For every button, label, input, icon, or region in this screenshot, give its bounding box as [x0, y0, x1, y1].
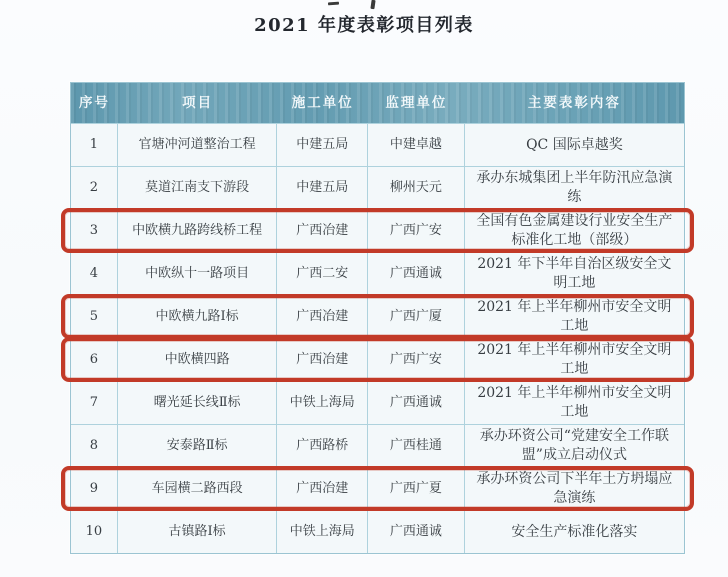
- cell-index: 7: [71, 382, 118, 424]
- cell-index: 2: [71, 167, 118, 209]
- cell-project: 曙光延长线Ⅱ标: [118, 382, 277, 424]
- cell-project: 中欧纵十一路项目: [118, 253, 277, 295]
- cell-index: 1: [71, 124, 118, 166]
- cell-index: 8: [71, 425, 118, 467]
- cell-commendation: 全国有色金属建设行业安全生产标准化工地（部级）: [476, 213, 673, 248]
- cell-contractor: 广西路桥: [277, 425, 368, 467]
- column-header-index: 序号: [78, 94, 110, 111]
- commendation-table: [70, 82, 685, 554]
- cell-commendation: 承办东城集团上半年防汛应急演练: [476, 170, 673, 205]
- cell-index: 3: [71, 210, 118, 252]
- table-row-highlighted: [71, 295, 684, 338]
- cell-commendation: 承办环资公司下半年土方坍塌应急演练: [476, 471, 673, 506]
- cell-project: 古镇路Ⅰ标: [118, 511, 277, 553]
- column-header-supervisor: 监理单位: [385, 94, 448, 111]
- column-header-project: 项目: [182, 94, 214, 111]
- cell-contractor: 中铁上海局: [277, 382, 368, 424]
- table-body: [71, 123, 684, 553]
- cell-commendation: 安全生产标准化落实: [511, 523, 638, 540]
- cell-project: 官塘冲河道整治工程: [118, 124, 277, 166]
- cell-project: 中欧横四路: [118, 339, 277, 381]
- cell-supervisor: 中建卓越: [368, 124, 465, 166]
- cell-contractor: 广西冶建: [277, 210, 368, 252]
- table-row: [71, 252, 684, 295]
- cell-commendation: 2021 年上半年柳州市安全文明工地: [477, 299, 672, 334]
- cell-contractor: 中建五局: [277, 124, 368, 166]
- cell-contractor: 广西冶建: [277, 296, 368, 338]
- cell-project: 中欧横九路跨线桥工程: [118, 210, 277, 252]
- cell-commendation: QC 国际卓越奖: [526, 136, 623, 153]
- cell-index: 5: [71, 296, 118, 338]
- cell-supervisor: 广西通诚: [368, 511, 465, 553]
- cell-contractor: 广西冶建: [277, 468, 368, 510]
- table-row: [71, 424, 684, 467]
- cell-project: 莫道江南支下游段: [118, 167, 277, 209]
- cell-supervisor: 广西广安: [368, 339, 465, 381]
- table-row: [71, 123, 684, 166]
- cell-index: 10: [71, 511, 118, 553]
- cell-project: 车园横二路西段: [118, 468, 277, 510]
- page-title: 2021 年度表彰项目列表: [254, 15, 474, 36]
- cell-commendation: 2021 年上半年柳州市安全文明工地: [477, 385, 672, 420]
- cell-contractor: 广西冶建: [277, 339, 368, 381]
- cell-project: 安泰路Ⅱ标: [118, 425, 277, 467]
- cell-supervisor: 广西广安: [368, 210, 465, 252]
- scan-artifact: [370, 0, 375, 9]
- cell-commendation: 承办环资公司“党建安全工作联盟”成立启动仪式: [479, 428, 669, 463]
- table-row: [71, 166, 684, 209]
- scan-artifact: [328, 2, 339, 6]
- cell-commendation: 2021 年下半年自治区级安全文明工地: [477, 256, 672, 291]
- table-header-row: [71, 83, 684, 123]
- cell-supervisor: 广西通诚: [368, 382, 465, 424]
- cell-supervisor: 广西通诚: [368, 253, 465, 295]
- table-row: [71, 510, 684, 553]
- cell-supervisor: 柳州天元: [368, 167, 465, 209]
- table-row-highlighted: [71, 467, 684, 510]
- cell-contractor: 中建五局: [277, 167, 368, 209]
- cell-index: 6: [71, 339, 118, 381]
- table-row-highlighted: [71, 209, 684, 252]
- cell-commendation: 2021 年上半年柳州市安全文明工地: [477, 342, 672, 377]
- cell-supervisor: 广西广夏: [368, 468, 465, 510]
- cell-contractor: 中铁上海局: [277, 511, 368, 553]
- cell-index: 4: [71, 253, 118, 295]
- column-header-contractor: 施工单位: [291, 94, 354, 111]
- cell-supervisor: 广西广厦: [368, 296, 465, 338]
- table-row: [71, 381, 684, 424]
- cell-project: 中欧横九路Ⅰ标: [118, 296, 277, 338]
- column-header-commendation: 主要表彰内容: [527, 94, 621, 111]
- table-row-highlighted: [71, 338, 684, 381]
- cell-contractor: 广西二安: [277, 253, 368, 295]
- cell-supervisor: 广西桂通: [368, 425, 465, 467]
- cell-index: 9: [71, 468, 118, 510]
